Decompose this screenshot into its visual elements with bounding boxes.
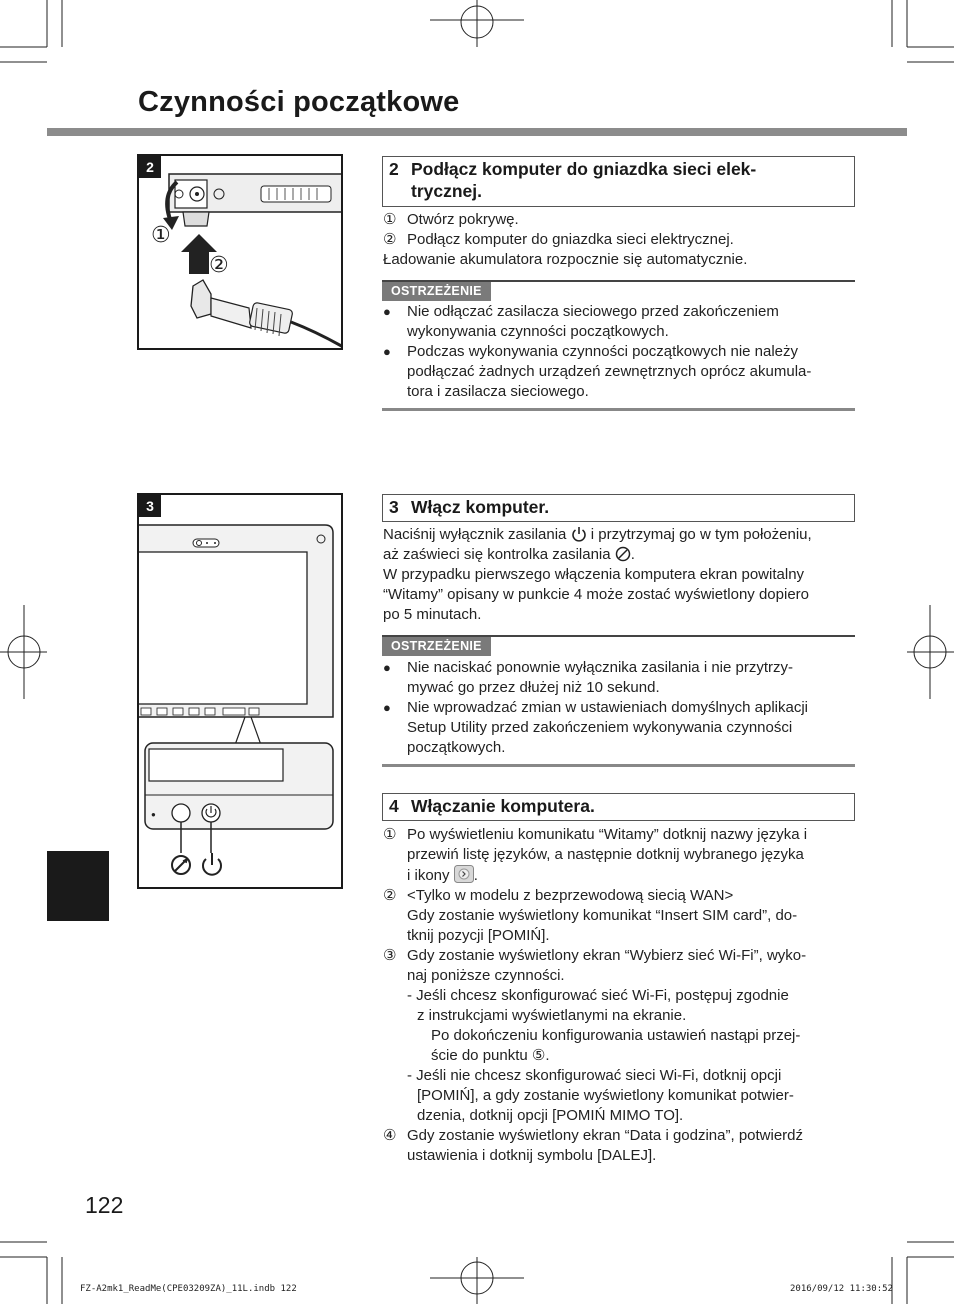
step-2-body [383,210,858,270]
callout-2: ② [209,252,229,277]
warning-end-rule [382,408,855,411]
list-item: ② <Tylko w modelu z bezprzewodową siecią WAN> [383,887,734,904]
step-title: Włącz komputer. [411,497,550,517]
warning-header [382,635,855,657]
figure-2 [137,154,343,350]
charging-note: Ładowanie akumulatora rozpocznie się automatycznie. [383,251,748,268]
warning-label: OSTRZEŻENIE [382,282,491,301]
warning-header [382,280,855,302]
power-icon [571,526,587,542]
page-number: 122 [85,1192,124,1218]
step-3-heading [382,494,855,522]
list-item: ① Otwórz pokrywę. [383,211,519,228]
step-4-body: ① Po wyświetleniu komunikatu “Witamy” dotknij nazwy języka i przewiń listę języków, a następnie dotknij wybranego języka i ikony . ② <Tylko w modelu z bezprzewodową siecią WAN> Gdy zostanie wyświetlony komunikat “Insert SIM card”, do- tknij pozycji [POMIŃ]. ③ Gdy zostanie wyświetlony ekran “Wybierz sieć Wi-Fi”, wyko- naj poniższe czynności. - Jeśli chcesz skonfigurować sieć Wi-Fi, postępuj zgodnie z instrukcjami wyświetlanymi na ekranie. Po dokończeniu konfigurowania ustawień nastąpi przej- ście do punktu ⑤. - Jeśli nie chcesz skonfigurować sieci Wi-Fi, dotknij opcji [POMIŃ], a gdy zostanie wyświetlony komunikat potwier- dzenia, dotknij opcji [POMIŃ MIMO TO]. ④ Gdy zostanie wyświetlony ekran “Data i godzina”, potwierdź ustawienia i dotknij symbolu [DALEJ]. [383,825,858,1166]
figure-3 [137,493,343,889]
power-led-icon [172,856,190,874]
power-indicator-led [172,804,190,822]
step-number: 2 [389,159,399,179]
ac-adapter-illustration [139,156,343,350]
chapter-tab [47,851,109,921]
warning-list: ● Nie naciskać ponownie wyłącznika zasilania i nie przytrzy- mywać go przez dłużej niż 10 sekund. ● Nie wprowadzać zmian w ustawieniach domyślnych aplikacji Setup Utility przed zakończeniem wykonywania czynności początkowych. [383,658,858,758]
step-number: 3 [389,497,399,517]
list-item: ● Nie wprowadzać zmian w ustawieniach domyślnych aplikacji [383,699,809,716]
list-item: ③ Gdy zostanie wyświetlony ekran “Wybierz sieć Wi-Fi”, wyko- [383,947,807,964]
warning-label: OSTRZEŻENIE [382,637,491,656]
page-title: Czynności początkowe [138,86,460,118]
list-item: ● Podczas wykonywania czynności początkowych nie należy [383,343,799,360]
list-item: ● Nie naciskać ponownie wyłącznika zasilania i nie przytrzy- [383,659,793,676]
tablet-power-illustration [139,495,343,889]
footer-file: FZ-A2mk1_ReadMe(CPE03209ZA)_11L.indb 122 [80,1284,297,1294]
step-3-body: Naciśnij wyłącznik zasilania i przytrzymaj go w tym położeniu, aż zaświeci się kontrolka zasilania . W przypadku pierwszego włączenia komputera ekran powitalny “Witamy” opisany w punkcie 4 może zostać wyświetlony dopiero po 5 minutach. [383,526,812,623]
next-arrow-icon [454,865,474,883]
step-title: Włączanie komputera. [411,796,595,816]
footer-timestamp: 2016/09/12 11:30:52 [790,1284,893,1294]
warning-end-rule [382,764,855,767]
list-item: ① Po wyświetleniu komunikatu “Witamy” dotknij nazwy języka i [383,826,808,843]
list-item: ④ Gdy zostanie wyświetlony ekran “Data i godzina”, potwierdź [383,1127,804,1144]
step-title-line2: trycznej. [411,181,482,201]
list-item: ● Nie odłączać zasilacza sieciowego przed zakończeniem [383,303,779,320]
step-title-line1: Podłącz komputer do gniazdka sieci elek- [411,159,757,179]
figure-number: 2 [139,156,161,178]
list-item: ② Podłącz komputer do gniazdka sieci elektrycznej. [383,231,734,248]
warning-list: ● Nie odłączać zasilacza sieciowego przed zakończeniem wykonywania czynności początkowych. ● Podczas wykonywania czynności początkowych nie należy podłączać żadnych urządzeń zewnętrznych oprócz akumula- tora i zasilacza sieciowego. [383,302,858,402]
step-2-heading [382,156,855,207]
power-icon [203,853,221,875]
step-4-heading [382,793,855,821]
lock-icon: ● [151,810,156,819]
power-led-icon [615,546,631,562]
title-rule [47,128,907,136]
step-number: 4 [389,796,399,816]
figure-number: 3 [139,495,161,517]
callout-1: ① [151,222,171,247]
